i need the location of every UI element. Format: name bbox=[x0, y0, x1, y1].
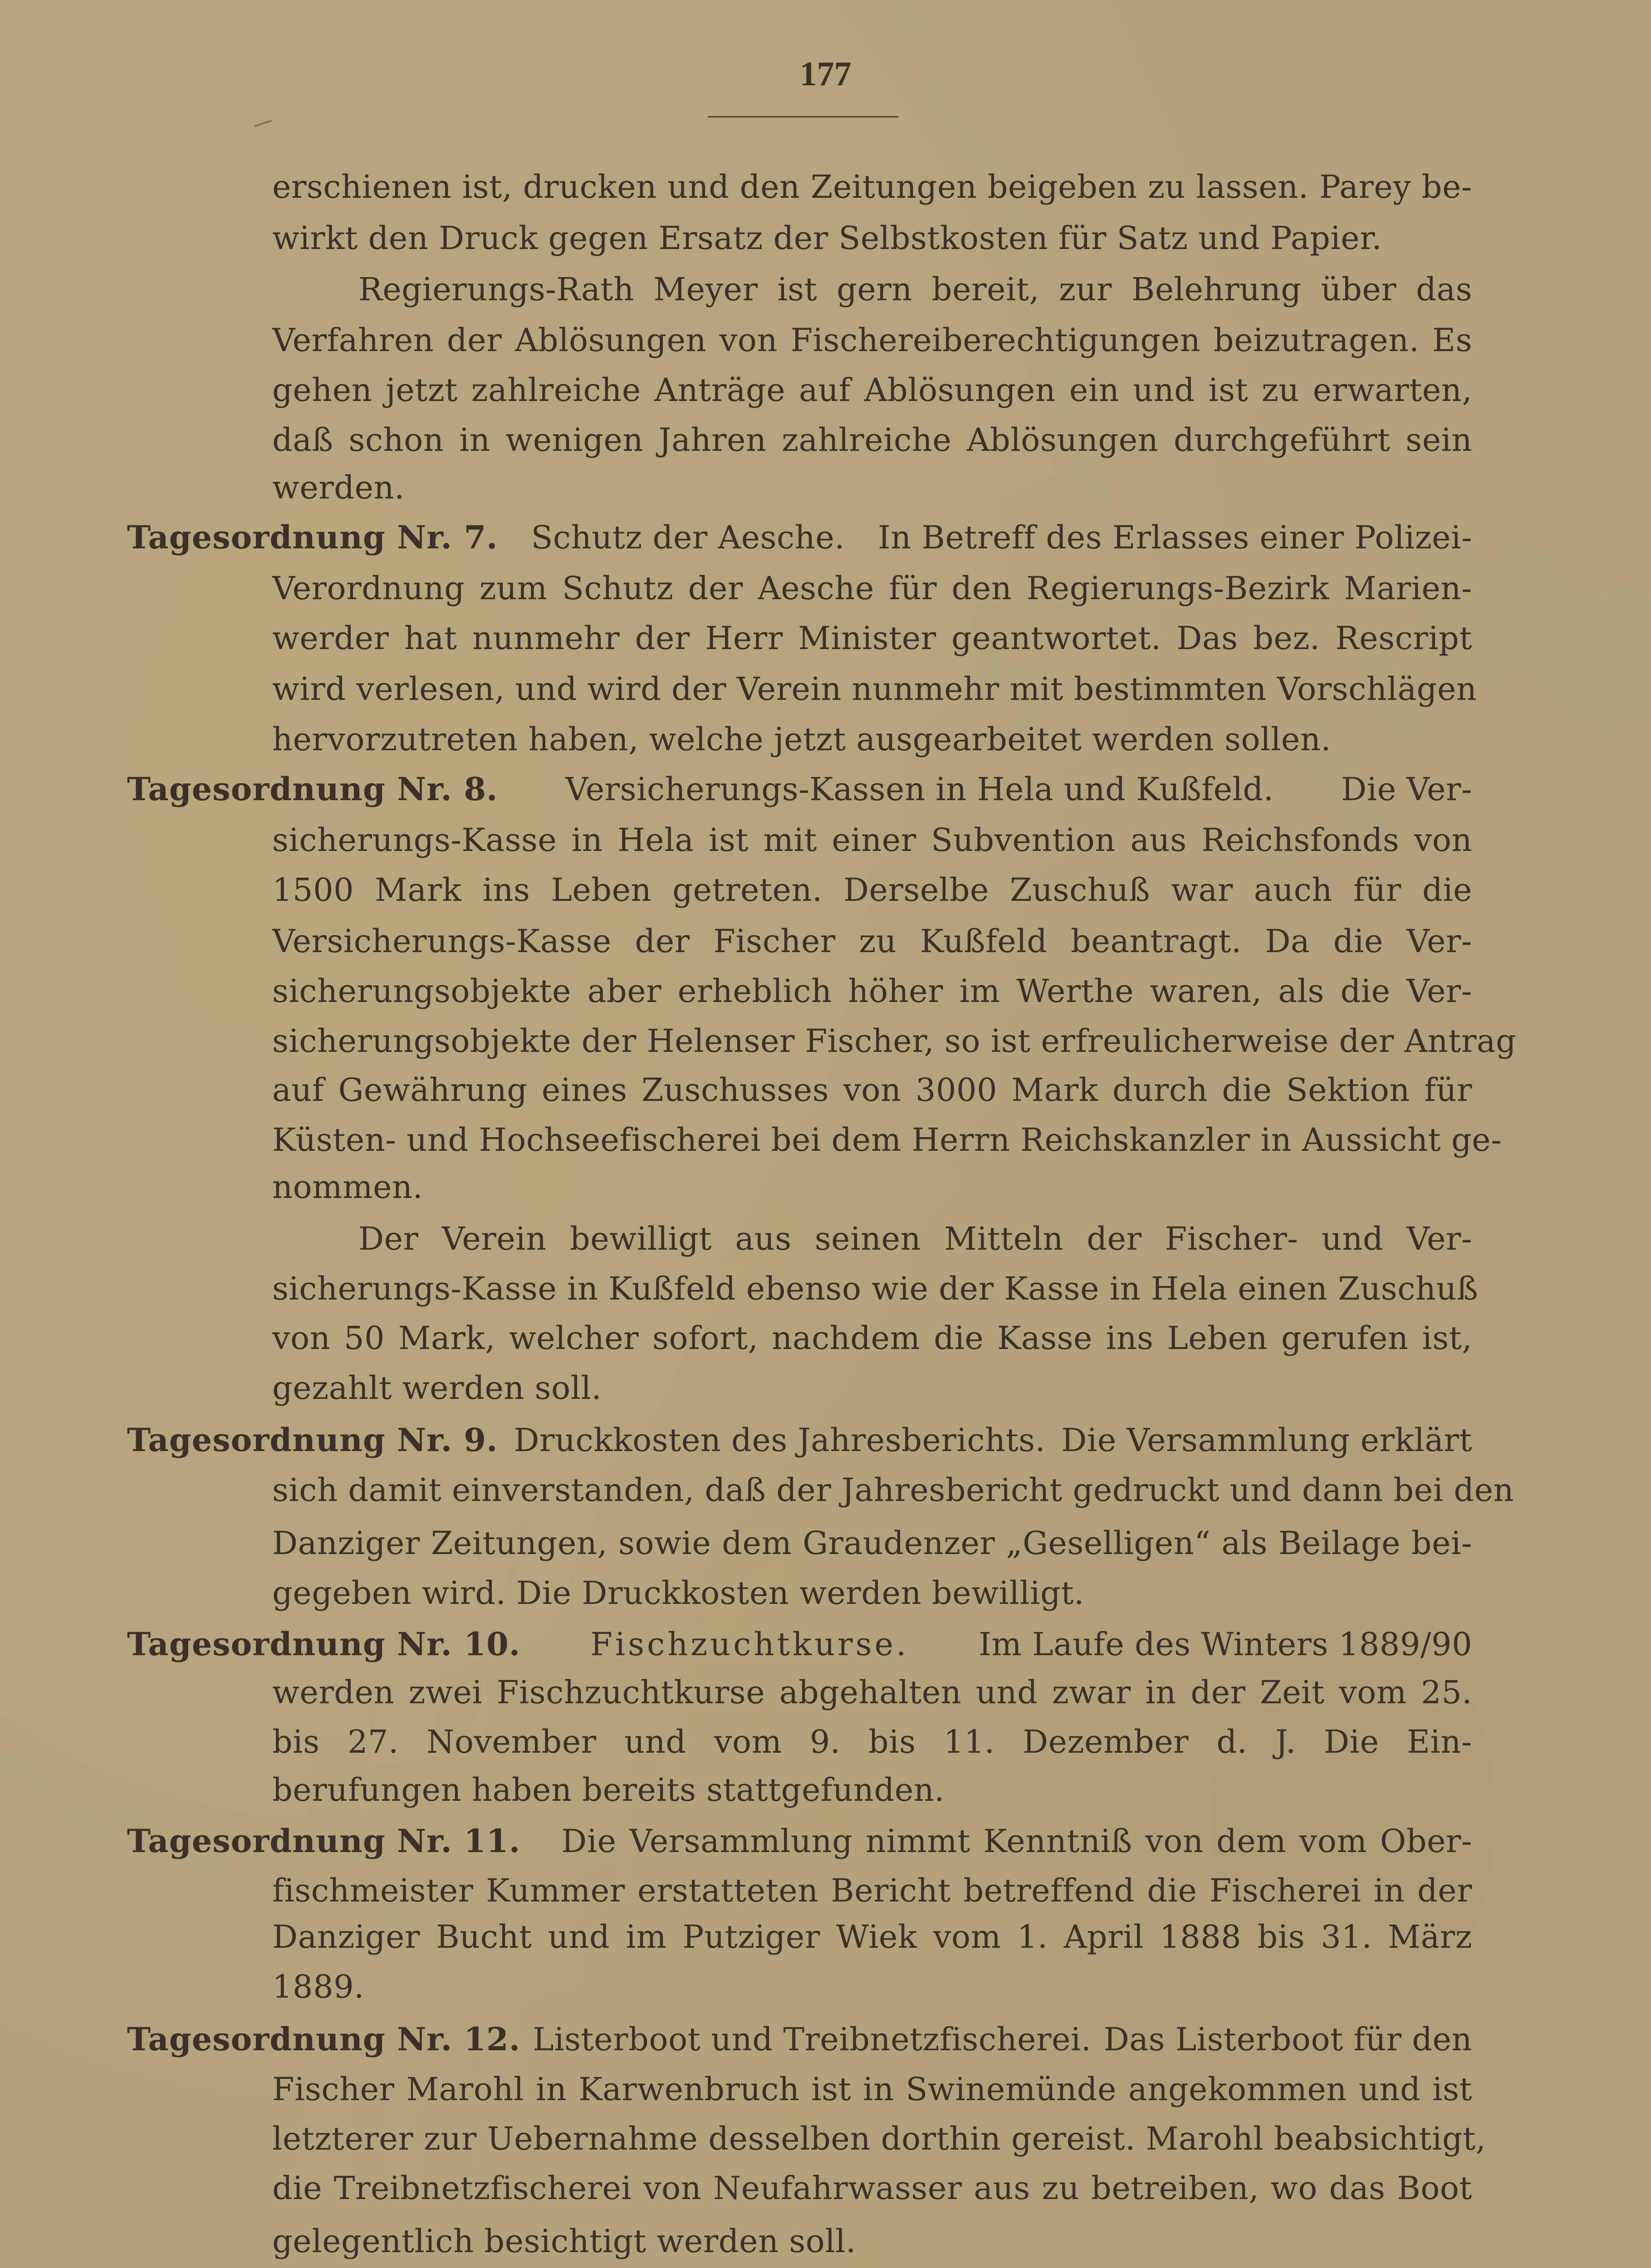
agenda-item-9-heading bbox=[127, 1420, 1472, 1461]
header-rule bbox=[708, 116, 898, 117]
text-line: 1500 Mark ins Leben getreten. Derselbe Zuschuß war auch für die bbox=[272, 871, 1472, 909]
text-line: auf Gewährung eines Zuschusses von 3000 Mark durch die Sektion für bbox=[272, 1071, 1472, 1109]
text-line: sich damit einverstanden, daß der Jahresbericht gedruckt und dann bei den bbox=[272, 1471, 1514, 1509]
text-line: von 50 Mark, welcher sofort, nachdem die Kasse ins Leben gerufen ist, bbox=[272, 1320, 1472, 1357]
page-number: 177 bbox=[799, 55, 852, 93]
text-line: nommen. bbox=[272, 1168, 423, 1206]
agenda-label: Tagesordnung Nr. 10. bbox=[127, 1625, 521, 1663]
text-line: die Treibnetzfischerei von Neufahrwasser aus zu betreiben, wo das Boot bbox=[272, 2170, 1472, 2207]
agenda-label: Tagesordnung Nr. 12. bbox=[127, 2020, 521, 2058]
text-line: letzterer zur Uebernahme desselben dorthin gereist. Marohl beabsichtigt, bbox=[272, 2120, 1486, 2157]
text-line: Der Verein bewilligt aus seinen Mitteln der Fischer- und Ver- bbox=[358, 1220, 1472, 1257]
text-line: hervorzutreten haben, welche jetzt ausgearbeitet werden sollen. bbox=[272, 721, 1332, 758]
text-line: erschienen ist, drucken und den Zeitungen beigeben zu lassen. Parey be- bbox=[272, 168, 1472, 205]
text-line: gelegentlich besichtigt werden soll. bbox=[272, 2223, 856, 2260]
agenda-title: Versicherungs-Kassen in Hela und Kußfeld. bbox=[565, 771, 1274, 808]
text-line: gegeben wird. Die Druckkosten werden bewilligt. bbox=[272, 1574, 1084, 1612]
agenda-item-8-heading bbox=[127, 769, 1472, 810]
text-line: Danziger Zeitungen, sowie dem Graudenzer „Geselligen“ als Beilage bei- bbox=[272, 1525, 1472, 1562]
agenda-item-10-heading bbox=[127, 1624, 1472, 1665]
text-line: Das Listerboot für den bbox=[1103, 2021, 1472, 2058]
text-line: Im Laufe des Winters 1889/90 bbox=[979, 1626, 1472, 1663]
text-line: daß schon in wenigen Jahren zahlreiche Ablösungen durchgeführt sein bbox=[272, 421, 1472, 459]
text-line: Versicherungs-Kasse der Fischer zu Kußfeld beantragt. Da die Ver- bbox=[272, 923, 1472, 960]
text-line: Verordnung zum Schutz der Aesche für den Regierungs-Bezirk Marien- bbox=[272, 570, 1472, 607]
agenda-item-7-heading bbox=[127, 517, 1472, 558]
text-line: berufungen haben bereits stattgefunden. bbox=[272, 1771, 945, 1809]
text-line: Regierungs-Rath Meyer ist gern bereit, zur Belehrung über das bbox=[358, 271, 1472, 308]
text-line: sicherungsobjekte der Helenser Fischer, so ist erfreulicherweise der Antrag bbox=[272, 1022, 1517, 1060]
text-line: wird verlesen, und wird der Verein nunmehr mit bestimmten Vorschlägen bbox=[272, 670, 1477, 708]
text-line: gehen jetzt zahlreiche Anträge auf Ablösungen ein und ist zu erwarten, bbox=[272, 371, 1472, 409]
agenda-title: Druckkosten des Jahresberichts. bbox=[514, 1422, 1046, 1459]
agenda-item-11-heading bbox=[127, 1821, 1472, 1862]
text-line: sicherungsobjekte aber erheblich höher im Werthe waren, als die Ver- bbox=[272, 973, 1472, 1010]
text-line: Verfahren der Ablösungen von Fischereiberechtigungen beizutragen. Es bbox=[272, 322, 1472, 359]
text-line: Fischer Marohl in Karwenbruch ist in Swinemünde angekommen und ist bbox=[272, 2071, 1472, 2108]
text-line: Die Versammlung erklärt bbox=[1061, 1422, 1472, 1459]
text-line: fischmeister Kummer erstatteten Bericht betreffend die Fischerei in der bbox=[272, 1872, 1472, 1909]
agenda-title: Fischzuchtkurse. bbox=[590, 1626, 909, 1663]
agenda-label: Tagesordnung Nr. 11. bbox=[127, 1822, 521, 1860]
text-line: gezahlt werden soll. bbox=[272, 1369, 602, 1407]
text-line: sicherungs-Kasse in Hela ist mit einer Subvention aus Reichsfonds von bbox=[272, 821, 1472, 859]
text-line: bis 27. November und vom 9. bis 11. Dezember d. J. Die Ein- bbox=[272, 1723, 1472, 1760]
text-line: werden zwei Fischzuchtkurse abgehalten und zwar in der Zeit vom 25. bbox=[272, 1674, 1472, 1711]
agenda-label: Tagesordnung Nr. 9. bbox=[127, 1421, 498, 1459]
text-line: werder hat nunmehr der Herr Minister geantwortet. Das bez. Rescript bbox=[272, 620, 1472, 657]
text-line: Die Versammlung nimmt Kenntniß von dem vom Ober- bbox=[561, 1823, 1472, 1860]
text-line: Danziger Bucht und im Putziger Wiek vom 1. April 1888 bis 31. März bbox=[272, 1918, 1472, 1955]
text-line: 1889. bbox=[272, 1968, 364, 2005]
agenda-title: Schutz der Aesche. bbox=[531, 519, 845, 556]
agenda-item-12-heading bbox=[127, 2019, 1472, 2060]
text-line: wirkt den Druck gegen Ersatz der Selbstkosten für Satz und Papier. bbox=[272, 220, 1382, 257]
text-line: werden. bbox=[272, 469, 405, 506]
text-line: In Betreff des Erlasses einer Polizei- bbox=[877, 519, 1472, 556]
agenda-title: Listerboot und Treibnetzfischerei. bbox=[533, 2021, 1092, 2058]
agenda-label: Tagesordnung Nr. 8. bbox=[127, 770, 498, 808]
text-line: Küsten- und Hochseefischerei bei dem Herrn Reichskanzler in Aussicht ge- bbox=[272, 1121, 1502, 1158]
text-line: sicherungs-Kasse in Kußfeld ebenso wie der Kasse in Hela einen Zuschuß bbox=[272, 1270, 1479, 1307]
scan-mark bbox=[254, 120, 272, 127]
agenda-label: Tagesordnung Nr. 7. bbox=[127, 518, 498, 556]
text-line: Die Ver- bbox=[1341, 771, 1472, 808]
